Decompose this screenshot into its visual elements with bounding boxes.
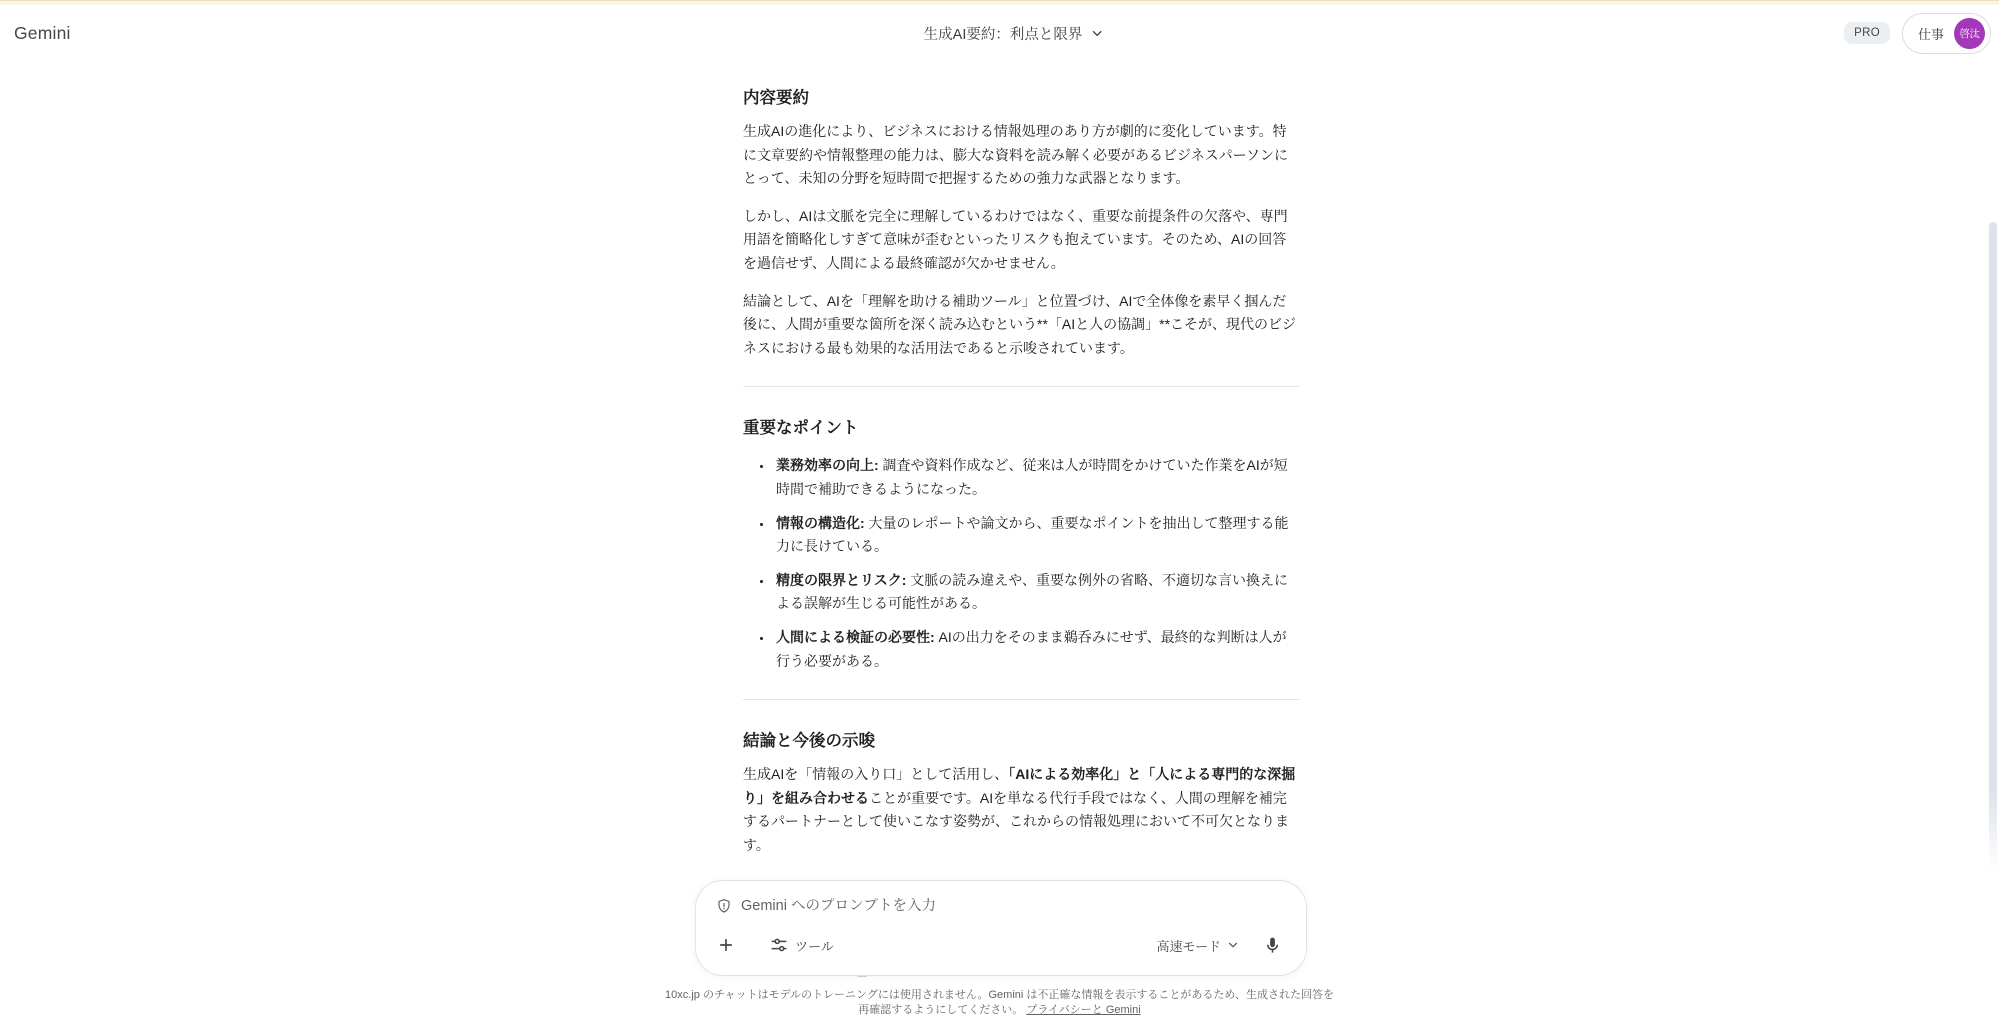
disclaimer-text: 10xc.jp のチャットはモデルのトレーニングには使用されません。Gemini は不正確な情報を表示することがあるため、生成された回答を再確認するようにしてください。 — [665, 989, 1334, 1016]
point-label: 業務効率の向上: — [776, 457, 879, 474]
prompt-input-row — [716, 898, 1286, 914]
conclusion-text: ことが重要です。AIを単なる代行手段ではなく、人間の理解を補完するパートナーとして使いこなす姿勢が、これからの情報処理において不可欠となります。 — [743, 789, 1289, 853]
account-pill[interactable] — [1902, 13, 1991, 54]
list-item — [773, 454, 1299, 501]
privacy-link[interactable]: プライバシーと Gemini — [1026, 1003, 1141, 1016]
prompt-toolbar — [716, 931, 1286, 959]
header-right — [1844, 13, 1991, 54]
gemini-logo[interactable]: Gemini — [14, 22, 71, 43]
point-text: AIの出力をそのまま鵜呑みにせず、最終的な判断は人が行う必要がある。 — [776, 628, 1287, 669]
avatar[interactable]: 啓汰 — [1954, 18, 1985, 49]
assistant-message — [743, 84, 1299, 982]
list-item — [773, 569, 1299, 616]
chat-title: 生成AI要約：利点と限界 — [923, 26, 1083, 43]
chevron-down-icon — [1226, 938, 1240, 952]
section-heading-key-points: 重要なポイント — [743, 419, 859, 438]
summary-paragraph: 結論として、AIを「理解を助ける補助ツール」と位置づけ、AIで全体像を素早く掴んだ後に、人間が重要な箇所を深く読み込むという**「AIと人の協調」**こそが、現代のビジネスにおける最も効果的な活用法であると示唆されています。 — [743, 292, 1297, 356]
summary-paragraph: 生成AIの進化により、ビジネスにおける情報処理のあり方が劇的に変化しています。特に文章要約や情報整理の能力は、膨大な資料を読み解く必要があるビジネスパーソンにとって、未知の分野を短時間で把握するための強力な武器となります。 — [743, 123, 1289, 187]
tools-icon — [770, 936, 788, 954]
chat-title-dropdown[interactable] — [924, 23, 1105, 44]
plus-icon — [716, 935, 736, 955]
shield-icon — [716, 898, 732, 914]
mode-selector[interactable] — [1157, 936, 1240, 955]
add-button[interactable] — [712, 931, 740, 959]
point-text: 大量のレポートや論文から、重要なポイントを抽出して整理する能力に長けている。 — [776, 514, 1289, 555]
point-label: 情報の構造化: — [776, 514, 865, 531]
tools-label: ツール — [795, 938, 834, 954]
section-divider — [743, 699, 1299, 700]
tools-button[interactable] — [770, 936, 834, 955]
prompt-area — [695, 880, 1307, 976]
point-text: 調査や資料作成など、従来は人が時間をかけていた作業をAIが短時間で補助できるようになった。 — [776, 457, 1288, 497]
prompt-box[interactable] — [695, 880, 1307, 976]
point-text: 文脈の読み違えや、重要な例外の省略、不適切な言い換えによる誤解が生じる可能性がある。 — [776, 571, 1288, 612]
scrollbar-thumb[interactable] — [1989, 222, 1997, 872]
prompt-input[interactable] — [741, 898, 1286, 914]
section-divider — [743, 386, 1299, 387]
pro-badge: PRO — [1844, 22, 1890, 44]
point-label: 精度の限界とリスク: — [776, 571, 907, 588]
section-heading-conclusion: 結論と今後の示唆 — [743, 732, 875, 751]
microphone-icon — [1263, 936, 1282, 955]
summary-paragraph: しかし、AIは文脈を完全に理解しているわけではなく、重要な前提条件の欠落や、専門用語を簡略化しすぎて意味が歪むといったリスクも抱えています。そのため、AIの回答を過信せず、人間による最終確認が欠かせません。 — [743, 207, 1288, 271]
conclusion-text: 生成AIを「情報の入り口」として活用し、 — [743, 766, 1009, 783]
conclusion-bold-text: 「AIによる効率化」と「人による専門的な深掘り」を組み合わせる — [743, 766, 1296, 806]
app-header — [0, 5, 1999, 61]
key-points-list — [743, 454, 1299, 673]
point-label: 人間による検証の必要性: — [776, 628, 935, 645]
list-item — [773, 626, 1299, 673]
conclusion-paragraph — [743, 763, 1299, 857]
microphone-button[interactable] — [1258, 931, 1286, 959]
footer-disclaimer — [664, 988, 1336, 1017]
section-heading-summary: 内容要約 — [743, 89, 809, 107]
list-item — [773, 512, 1299, 559]
mode-label: 高速モード — [1156, 938, 1221, 954]
workspace-label: 仕事 — [1917, 26, 1944, 42]
chevron-down-icon — [1089, 26, 1104, 41]
scrollbar-track — [1988, 0, 1999, 1023]
